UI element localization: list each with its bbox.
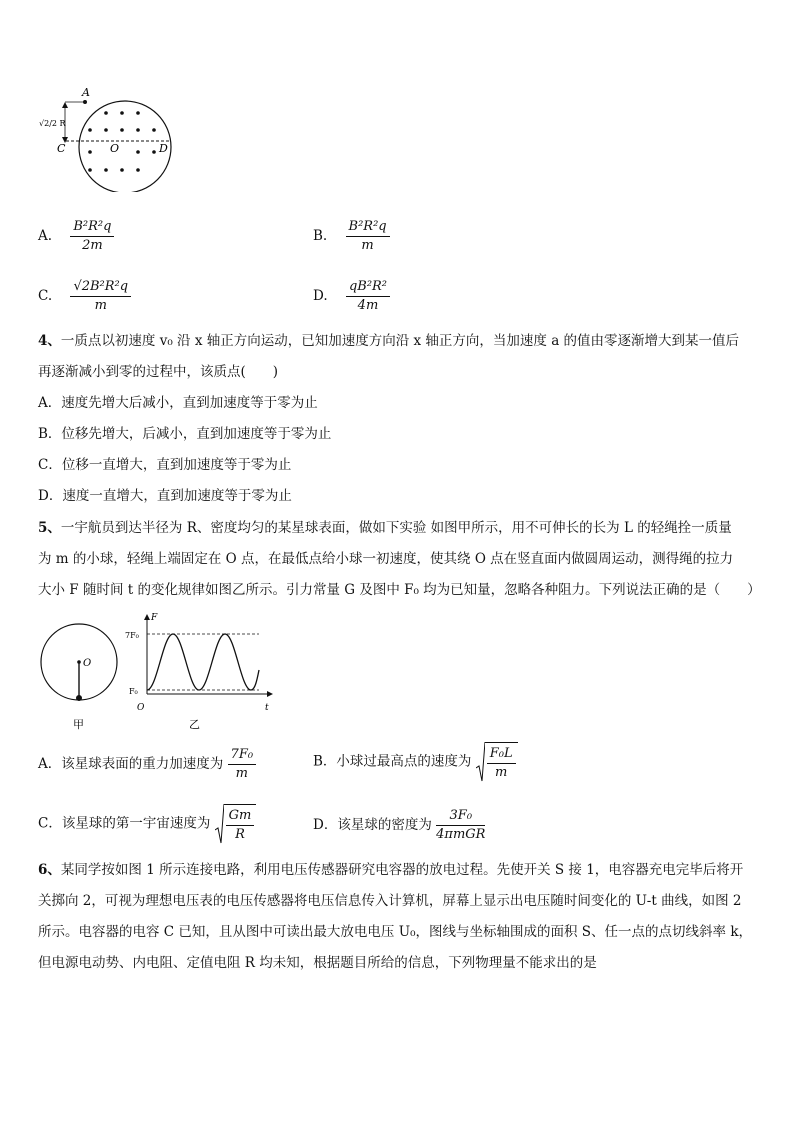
ball — [76, 695, 82, 701]
label-jia: 甲 — [73, 718, 84, 731]
q5-stem-line2: 为 m 的小球，轻绳上端固定在 O 点，在最低点给小球一初速度，使其绕 O 点在竖直面内做圆周运动，测得绳的拉力 — [38, 551, 734, 567]
field-dot — [104, 128, 108, 132]
label-d: D — [159, 142, 168, 155]
pivot-point — [77, 660, 81, 664]
max-label: 7F₀ — [125, 631, 139, 640]
fraction-denominator: m — [494, 765, 508, 780]
q3-option-a — [38, 218, 114, 255]
label-yi: 乙 — [189, 718, 200, 731]
label-o: O — [110, 142, 120, 155]
fraction-numerator: Gm — [226, 807, 255, 826]
f-axis-arrow — [144, 614, 150, 620]
fraction-denominator: m — [94, 298, 107, 313]
option-a-fraction — [70, 218, 114, 255]
option-letter: B. — [313, 228, 328, 244]
field-dot — [136, 111, 140, 115]
q3-option-d — [313, 278, 390, 315]
magnetic-field-circle-figure — [38, 82, 178, 192]
q6-stem-line3: 所示。电容器的电容 C 已知，且从图中可读出最大放电电压 U₀，图线与坐标轴围成的面积 S、任一点的点切线斜率 k， — [38, 924, 753, 940]
stem-text: 某同学按如图 1 所示连接电路，利用电压传感器研究电容器的放电过程。先使开关 S 接 1，电容器充电完毕后将开 — [60, 862, 744, 878]
q4-option-b: B．位移先增大，后减小，直到加速度等于零为止 — [38, 426, 332, 442]
stem-text: 一宇航员到达半径为 R、密度均匀的某星球表面，做如下实验 如图甲所示，用不可伸长的长为 L 的轻绳拴一质量 — [60, 520, 732, 536]
field-dot — [152, 150, 156, 154]
t-axis-arrow — [267, 691, 273, 697]
option-a-fraction — [228, 746, 257, 783]
option-text: D．该星球的密度为 — [313, 817, 432, 833]
point-a — [83, 100, 87, 104]
label-c: C — [57, 142, 66, 155]
label-a: A — [82, 86, 90, 99]
force-curve — [147, 634, 259, 690]
option-letter: C. — [38, 288, 53, 304]
q5-option-c — [38, 804, 256, 844]
option-letter: D. — [313, 288, 328, 304]
option-text: B．小球过最高点的速度为 — [313, 753, 472, 770]
fraction-numerator: F₀L — [487, 745, 516, 764]
label-o: O — [83, 658, 92, 669]
stem-text: 一质点以初速度 v₀ 沿 x 轴正方向运动，已知加速度方向沿 x 轴正方向，当加速度 a 的值由零逐渐增大到某一值后 — [60, 333, 740, 349]
option-c-fraction — [70, 278, 131, 315]
fraction-numerator: 7F₀ — [228, 746, 257, 765]
question-number: 6、 — [38, 862, 61, 878]
figure-yi-f-t-graph — [125, 610, 285, 736]
sqrt-symbol — [215, 804, 257, 844]
q5-option-b — [313, 742, 518, 782]
field-dot — [104, 168, 108, 172]
radical-sign — [476, 742, 485, 782]
question-number: 5、 — [38, 520, 61, 536]
fraction-denominator: m — [361, 238, 374, 253]
q3-option-b — [313, 218, 390, 255]
arrow-head-top — [62, 102, 68, 108]
field-dot — [104, 111, 108, 115]
field-dot — [152, 128, 156, 132]
fraction-denominator: 4m — [357, 298, 379, 313]
field-dot — [120, 168, 124, 172]
fraction-numerator: √2B²R²q — [70, 278, 131, 297]
fraction-denominator: 2m — [82, 238, 103, 253]
option-text: A．该星球表面的重力加速度为 — [38, 756, 224, 772]
option-d-fraction — [436, 807, 485, 844]
q5-option-a — [38, 746, 256, 783]
field-dot — [120, 128, 124, 132]
q4-option-a: A．速度先增大后减小，直到加速度等于零为止 — [38, 395, 318, 411]
fraction-numerator: qB²R² — [346, 278, 390, 297]
fraction-denominator: 4πmGR — [436, 827, 486, 842]
fraction-numerator: B²R²q — [346, 218, 390, 237]
fraction-denominator: m — [235, 766, 248, 781]
figure-jia — [38, 618, 138, 736]
option-letter: A. — [38, 228, 53, 244]
field-dot — [88, 168, 92, 172]
f-axis-label: F — [151, 613, 158, 623]
q4-stem-line2: 再逐渐减小到零的过程中，该质点( ) — [38, 364, 279, 380]
q4-stem-line1 — [38, 331, 739, 351]
q3-option-c — [38, 278, 131, 315]
option-text: C．该星球的第一宇宙速度为 — [38, 815, 211, 832]
fraction-numerator: B²R²q — [70, 218, 114, 237]
field-boundary-circle — [79, 101, 171, 192]
question-number: 4、 — [38, 333, 61, 349]
t-axis-label: t — [265, 703, 269, 713]
q6-stem-line2: 关掷向 2，可视为理想电压表的电压传感器将电压信息传入计算机，屏幕上显示出电压随时间变化的 U-t 曲线，如图 2 — [38, 893, 742, 909]
field-dot — [136, 168, 140, 172]
option-b-fraction — [487, 745, 516, 782]
min-label: F₀ — [129, 687, 138, 696]
sqrt-symbol — [476, 742, 518, 782]
fraction-denominator: R — [235, 827, 245, 842]
field-dot — [120, 111, 124, 115]
option-c-fraction — [226, 807, 255, 844]
q6-stem-line4: 但电源电动势、内电阻、定值电阻 R 均未知，根据题目所给的信息，下列物理量不能求出的是 — [38, 955, 597, 971]
q6-stem-line1 — [38, 860, 743, 880]
label-distance: √2/2 R — [39, 119, 66, 128]
option-d-fraction — [346, 278, 390, 315]
field-dot — [136, 150, 140, 154]
q4-option-c: C．位移一直增大，直到加速度等于零为止 — [38, 457, 292, 473]
radical-sign — [215, 804, 224, 844]
field-dot — [136, 128, 140, 132]
q5-stem-line1 — [38, 518, 732, 538]
q5-stem-line3: 大小 F 随时间 t 的变化规律如图乙所示。引力常量 G 及图中 F₀ 均为已知量，忽略各种阻力。下列说法正确的是（ ） — [38, 582, 761, 598]
fraction-numerator: 3F₀ — [436, 807, 485, 826]
field-dot — [88, 128, 92, 132]
origin-label: O — [137, 703, 145, 713]
option-b-fraction — [346, 218, 390, 255]
field-dot — [88, 150, 92, 154]
q4-option-d: D．速度一直增大，直到加速度等于零为止 — [38, 488, 292, 504]
q5-option-d — [313, 807, 485, 844]
